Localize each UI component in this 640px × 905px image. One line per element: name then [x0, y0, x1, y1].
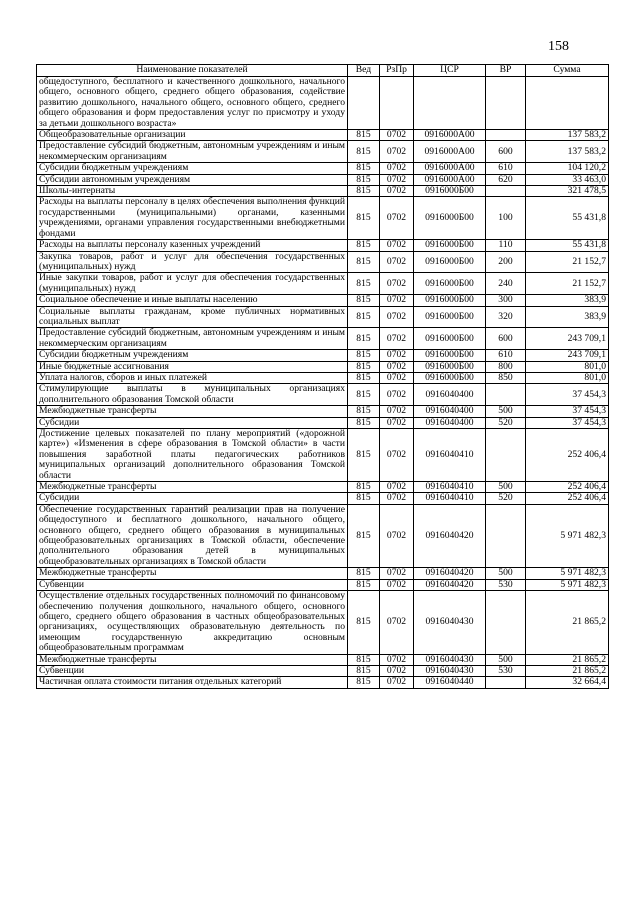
- cell-csr: 0916000Б00: [414, 186, 486, 197]
- cell-csr: 0916040420: [414, 568, 486, 579]
- cell-name: Субвенции: [37, 665, 348, 676]
- cell-csr: 0916000А00: [414, 141, 486, 163]
- cell-rzpr: 0702: [380, 568, 414, 579]
- cell-ved: 815: [348, 591, 380, 654]
- cell-vr: [486, 429, 526, 482]
- cell-csr: 0916000Б00: [414, 295, 486, 306]
- table-row: [37, 77, 609, 130]
- cell-name: Субсидии бюджетным учреждениям: [37, 163, 348, 174]
- table-row: [37, 240, 609, 251]
- cell-vr: 600: [486, 328, 526, 350]
- cell-sum: 252 406,4: [526, 493, 609, 504]
- table-row: [37, 174, 609, 185]
- cell-rzpr: 0702: [380, 328, 414, 350]
- cell-rzpr: 0702: [380, 174, 414, 185]
- header-vr: ВР: [486, 65, 526, 77]
- cell-sum: 252 406,4: [526, 429, 609, 482]
- cell-ved: 815: [348, 295, 380, 306]
- cell-sum: 55 431,8: [526, 240, 609, 251]
- cell-sum: 21 152,7: [526, 251, 609, 273]
- cell-csr: 0916040430: [414, 665, 486, 676]
- cell-vr: [486, 591, 526, 654]
- table-row: [37, 417, 609, 428]
- cell-rzpr: 0702: [380, 197, 414, 240]
- table-row: [37, 429, 609, 482]
- cell-vr: 200: [486, 251, 526, 273]
- cell-sum: 37 454,3: [526, 417, 609, 428]
- table-body: [37, 77, 609, 689]
- cell-ved: 815: [348, 677, 380, 688]
- cell-ved: 815: [348, 579, 380, 590]
- cell-name: Общеобразовательные организации: [37, 130, 348, 141]
- cell-name: Социальные выплаты гражданам, кроме публичных нормативных социальных выплат: [37, 306, 348, 328]
- table-row: [37, 504, 609, 567]
- cell-rzpr: 0702: [380, 186, 414, 197]
- cell-rzpr: 0702: [380, 417, 414, 428]
- cell-ved: 815: [348, 493, 380, 504]
- cell-vr: 500: [486, 654, 526, 665]
- cell-csr: 0916040420: [414, 504, 486, 567]
- cell-ved: 815: [348, 251, 380, 273]
- header-rzpr: РзПр: [380, 65, 414, 77]
- table-row: [37, 163, 609, 174]
- cell-vr: 320: [486, 306, 526, 328]
- cell-sum: 321 478,5: [526, 186, 609, 197]
- cell-sum: 21 865,2: [526, 665, 609, 676]
- cell-sum: 243 709,1: [526, 328, 609, 350]
- cell-vr: 850: [486, 372, 526, 383]
- cell-csr: 0916000Б00: [414, 350, 486, 361]
- cell-vr: [486, 504, 526, 567]
- cell-vr: 300: [486, 295, 526, 306]
- cell-name: Иные бюджетные ассигнования: [37, 361, 348, 372]
- cell-csr: 0916040410: [414, 429, 486, 482]
- cell-csr: 0916040400: [414, 417, 486, 428]
- cell-ved: 815: [348, 197, 380, 240]
- cell-csr: 0916000Б00: [414, 197, 486, 240]
- cell-name: Субсидии: [37, 493, 348, 504]
- cell-ved: 815: [348, 273, 380, 295]
- cell-ved: 815: [348, 174, 380, 185]
- cell-vr: 530: [486, 579, 526, 590]
- cell-name: Межбюджетные трансферты: [37, 654, 348, 665]
- cell-name: Иные закупки товаров, работ и услуг для обеспечения государственных (муниципальных) нужд: [37, 273, 348, 295]
- cell-ved: 815: [348, 130, 380, 141]
- cell-vr: 600: [486, 141, 526, 163]
- cell-sum: 383,9: [526, 306, 609, 328]
- table-row: [37, 482, 609, 493]
- header-name: Наименование показателей: [37, 65, 348, 77]
- table-row: [37, 654, 609, 665]
- cell-vr: [486, 384, 526, 406]
- cell-vr: 100: [486, 197, 526, 240]
- cell-vr: 520: [486, 493, 526, 504]
- header-ved: Вед: [348, 65, 380, 77]
- cell-sum: 21 152,7: [526, 273, 609, 295]
- cell-sum: 252 406,4: [526, 482, 609, 493]
- cell-vr: 610: [486, 163, 526, 174]
- cell-rzpr: 0702: [380, 141, 414, 163]
- cell-vr: 620: [486, 174, 526, 185]
- cell-ved: 815: [348, 568, 380, 579]
- cell-csr: 0916000Б00: [414, 361, 486, 372]
- cell-sum: 5 971 482,3: [526, 568, 609, 579]
- cell-ved: 815: [348, 429, 380, 482]
- cell-sum: 5 971 482,3: [526, 504, 609, 567]
- table-row: [37, 384, 609, 406]
- cell-ved: [348, 77, 380, 130]
- cell-vr: [486, 186, 526, 197]
- cell-rzpr: 0702: [380, 372, 414, 383]
- cell-name: Межбюджетные трансферты: [37, 482, 348, 493]
- table-row: [37, 665, 609, 676]
- cell-csr: 0916040410: [414, 482, 486, 493]
- table-row: [37, 251, 609, 273]
- cell-name: Стимулирующие выплаты в муниципальных организациях дополнительного образования Томской области: [37, 384, 348, 406]
- cell-rzpr: 0702: [380, 406, 414, 417]
- cell-csr: 0916040430: [414, 654, 486, 665]
- cell-ved: 815: [348, 406, 380, 417]
- cell-rzpr: 0702: [380, 130, 414, 141]
- cell-vr: [486, 77, 526, 130]
- cell-csr: 0916040400: [414, 406, 486, 417]
- table-row: [37, 186, 609, 197]
- cell-sum: 21 865,2: [526, 654, 609, 665]
- table-row: [37, 350, 609, 361]
- table-row: [37, 493, 609, 504]
- cell-name: Субсидии: [37, 417, 348, 428]
- header-csr: ЦСР: [414, 65, 486, 77]
- table-row: [37, 295, 609, 306]
- cell-ved: 815: [348, 361, 380, 372]
- cell-rzpr: 0702: [380, 273, 414, 295]
- cell-csr: 0916040440: [414, 677, 486, 688]
- cell-rzpr: 0702: [380, 591, 414, 654]
- cell-ved: 815: [348, 372, 380, 383]
- table-row: [37, 591, 609, 654]
- cell-name: Школы-интернаты: [37, 186, 348, 197]
- cell-rzpr: [380, 77, 414, 130]
- table-row: [37, 677, 609, 688]
- cell-sum: 55 431,8: [526, 197, 609, 240]
- cell-sum: 801,0: [526, 372, 609, 383]
- table-row: [37, 273, 609, 295]
- cell-ved: 815: [348, 350, 380, 361]
- table-row: [37, 579, 609, 590]
- cell-ved: 815: [348, 141, 380, 163]
- cell-sum: 137 583,2: [526, 141, 609, 163]
- cell-name: общедоступного, бесплатного и качественного дошкольного, начального общего, основного общего, среднего общего образования, содействие развитию дошкольного, начального общего, основного общего, среднего общего образования и форм предоставления услуг по присмотру и уходу за детьми дошкольного возраста»: [37, 77, 348, 130]
- cell-name: Субсидии бюджетным учреждениям: [37, 350, 348, 361]
- cell-ved: 815: [348, 504, 380, 567]
- cell-rzpr: 0702: [380, 665, 414, 676]
- cell-ved: 815: [348, 306, 380, 328]
- cell-rzpr: 0702: [380, 350, 414, 361]
- table-row: [37, 406, 609, 417]
- cell-vr: 500: [486, 568, 526, 579]
- cell-rzpr: 0702: [380, 361, 414, 372]
- cell-name: Социальное обеспечение и иные выплаты населению: [37, 295, 348, 306]
- cell-sum: [526, 77, 609, 130]
- cell-rzpr: 0702: [380, 163, 414, 174]
- cell-name: Расходы на выплаты персоналу в целях обеспечения выполнения функций государственными (муниципальными) органами, казенными учреждениями, органами управления государственными внебюджетными фондами: [37, 197, 348, 240]
- cell-csr: 0916040420: [414, 579, 486, 590]
- cell-sum: 37 454,3: [526, 384, 609, 406]
- cell-sum: 5 971 482,3: [526, 579, 609, 590]
- cell-csr: [414, 77, 486, 130]
- table-row: [37, 568, 609, 579]
- cell-ved: 815: [348, 665, 380, 676]
- table-row: [37, 197, 609, 240]
- cell-sum: 243 709,1: [526, 350, 609, 361]
- page-number: 158: [548, 39, 569, 54]
- cell-name: Межбюджетные трансферты: [37, 568, 348, 579]
- cell-rzpr: 0702: [380, 504, 414, 567]
- cell-ved: 815: [348, 482, 380, 493]
- cell-ved: 815: [348, 240, 380, 251]
- cell-rzpr: 0702: [380, 579, 414, 590]
- cell-name: Частичная оплата стоимости питания отдельных категорий: [37, 677, 348, 688]
- cell-rzpr: 0702: [380, 384, 414, 406]
- table-row: [37, 306, 609, 328]
- cell-csr: 0916000Б00: [414, 251, 486, 273]
- cell-name: Уплата налогов, сборов и иных платежей: [37, 372, 348, 383]
- cell-sum: 801,0: [526, 361, 609, 372]
- cell-ved: 815: [348, 328, 380, 350]
- cell-sum: 32 664,4: [526, 677, 609, 688]
- cell-name: Расходы на выплаты персоналу казенных учреждений: [37, 240, 348, 251]
- cell-csr: 0916000Б00: [414, 306, 486, 328]
- cell-name: Субвенции: [37, 579, 348, 590]
- cell-ved: 815: [348, 384, 380, 406]
- cell-name: Предоставление субсидий бюджетным, автономным учреждениям и иным некоммерческим организациям: [37, 141, 348, 163]
- cell-csr: 0916040400: [414, 384, 486, 406]
- cell-sum: 33 463,0: [526, 174, 609, 185]
- table-row: [37, 141, 609, 163]
- table-row: [37, 130, 609, 141]
- cell-csr: 0916000А00: [414, 130, 486, 141]
- cell-rzpr: 0702: [380, 493, 414, 504]
- cell-sum: 104 120,2: [526, 163, 609, 174]
- budget-table: [36, 64, 609, 689]
- cell-name: Закупка товаров, работ и услуг для обеспечения государственных (муниципальных) нужд: [37, 251, 348, 273]
- cell-name: Предоставление субсидий бюджетным, автономным учреждениям и иным некоммерческим организациям: [37, 328, 348, 350]
- cell-sum: 137 583,2: [526, 130, 609, 141]
- table-row: [37, 372, 609, 383]
- cell-rzpr: 0702: [380, 482, 414, 493]
- cell-rzpr: 0702: [380, 295, 414, 306]
- cell-ved: 815: [348, 186, 380, 197]
- cell-csr: 0916000Б00: [414, 273, 486, 295]
- cell-vr: 500: [486, 406, 526, 417]
- cell-csr: 0916040410: [414, 493, 486, 504]
- cell-rzpr: 0702: [380, 306, 414, 328]
- cell-csr: 0916040430: [414, 591, 486, 654]
- cell-vr: 530: [486, 665, 526, 676]
- cell-ved: 815: [348, 654, 380, 665]
- cell-sum: 37 454,3: [526, 406, 609, 417]
- cell-ved: 815: [348, 163, 380, 174]
- table-row: [37, 361, 609, 372]
- cell-vr: [486, 677, 526, 688]
- cell-csr: 0916000А00: [414, 174, 486, 185]
- cell-vr: 610: [486, 350, 526, 361]
- cell-name: Субсидии автономным учреждениям: [37, 174, 348, 185]
- cell-rzpr: 0702: [380, 429, 414, 482]
- cell-rzpr: 0702: [380, 677, 414, 688]
- cell-rzpr: 0702: [380, 654, 414, 665]
- cell-name: Межбюджетные трансферты: [37, 406, 348, 417]
- table-header-row: [37, 65, 609, 77]
- cell-vr: [486, 130, 526, 141]
- cell-vr: 240: [486, 273, 526, 295]
- cell-name: Обеспечение государственных гарантий реализации прав на получение общедоступного и бесплатного дошкольного, начального общего, основного общего, среднего общего образования в муниципальных общеобразовательных организациях в Томской области, обеспечение дополнительного образования детей в муниципальных общеобразовательных организациях в Томской области: [37, 504, 348, 567]
- cell-rzpr: 0702: [380, 240, 414, 251]
- cell-csr: 0916000Б00: [414, 240, 486, 251]
- cell-rzpr: 0702: [380, 251, 414, 273]
- cell-vr: 110: [486, 240, 526, 251]
- cell-sum: 21 865,2: [526, 591, 609, 654]
- cell-name: Осуществление отдельных государственных полномочий по финансовому обеспечению получения дошкольного, начального общего, основного общего, среднего общего образования в частных общеобразовательных организациях, осуществляющих образовательную деятельность по имеющим государственную аккредитацию основным общеобразовательным программам: [37, 591, 348, 654]
- cell-csr: 0916000А00: [414, 163, 486, 174]
- cell-name: Достижение целевых показателей по плану мероприятий («дорожной карте») «Изменения в сфере образования в Томской области» в части повышения заработной платы педагогических работников муниципальных организаций дополнительного образования Томской области: [37, 429, 348, 482]
- header-sum: Сумма: [526, 65, 609, 77]
- cell-vr: 520: [486, 417, 526, 428]
- cell-vr: 800: [486, 361, 526, 372]
- cell-csr: 0916000Б00: [414, 328, 486, 350]
- cell-ved: 815: [348, 417, 380, 428]
- cell-vr: 500: [486, 482, 526, 493]
- cell-csr: 0916000Б00: [414, 372, 486, 383]
- table-row: [37, 328, 609, 350]
- cell-sum: 383,9: [526, 295, 609, 306]
